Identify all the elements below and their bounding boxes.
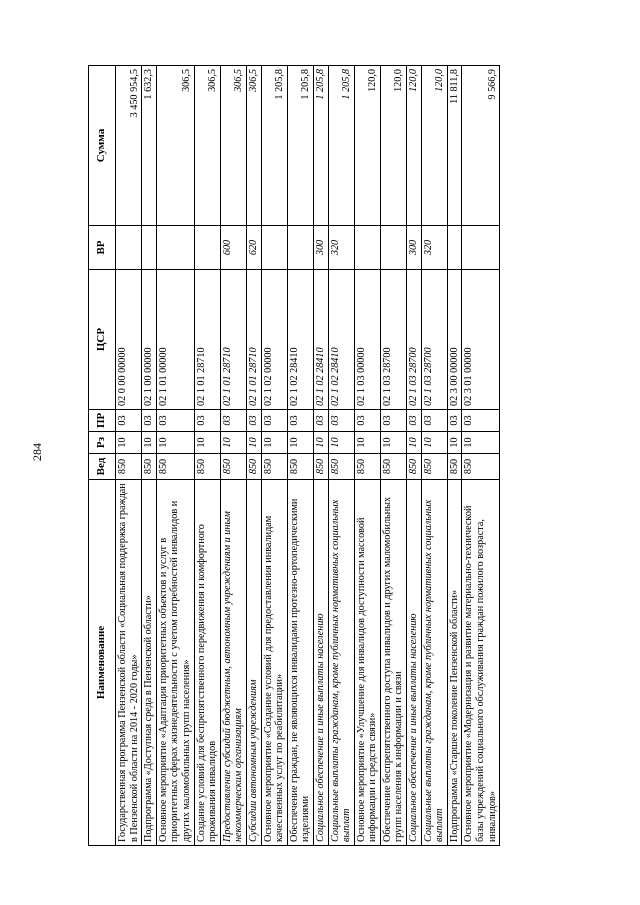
table-row (220, 66, 246, 846)
row-rz: 10 (287, 432, 313, 454)
row-pr: 03 (447, 410, 462, 432)
budget-table (88, 65, 500, 846)
row-name: Подпрограмма «Старшее поколение Пензенской области» (447, 480, 462, 846)
header-vr: ВР (89, 226, 116, 270)
row-vr: 620 (246, 226, 261, 270)
row-rz: 10 (194, 432, 220, 454)
row-ved: 850 (407, 454, 422, 480)
page-number: 284 (30, 443, 44, 461)
row-pr: 03 (354, 410, 380, 432)
row-ved: 850 (116, 454, 142, 480)
table-body (116, 66, 500, 846)
row-pr: 03 (156, 410, 194, 432)
row-ved: 850 (421, 454, 447, 480)
row-vr (156, 226, 194, 270)
row-sum: 9 566,9 (462, 66, 500, 226)
row-rz: 10 (354, 432, 380, 454)
row-name: Обеспечение граждан, не являющихся инвалидами протезно-ортопедическими изделиями (287, 480, 313, 846)
row-sum: 1 205,8 (313, 66, 328, 226)
row-vr: 300 (313, 226, 328, 270)
row-sum: 120,0 (380, 66, 406, 226)
row-vr (447, 226, 462, 270)
row-pr: 03 (116, 410, 142, 432)
table-row (142, 66, 157, 846)
row-vr: 320 (328, 226, 354, 270)
row-pr: 03 (421, 410, 447, 432)
table-row (116, 66, 142, 846)
row-sum: 1 632,3 (142, 66, 157, 226)
row-vr: 300 (407, 226, 422, 270)
row-rz: 10 (328, 432, 354, 454)
table-row (421, 66, 447, 846)
row-ved: 850 (261, 454, 287, 480)
row-ved: 850 (328, 454, 354, 480)
table-row (313, 66, 328, 846)
row-name: Государственная программа Пензенской области «Социальная поддержка граждан в Пензенской области на 2014 - 2020 годы» (116, 480, 142, 846)
row-vr (116, 226, 142, 270)
row-name: Предоставление субсидий бюджетным, автономным учреждениям и иным некоммерческим организациям (220, 480, 246, 846)
row-sum: 11 811,8 (447, 66, 462, 226)
row-vr (261, 226, 287, 270)
row-rz: 10 (220, 432, 246, 454)
row-rz: 10 (447, 432, 462, 454)
row-vr (194, 226, 220, 270)
row-pr: 03 (287, 410, 313, 432)
header-csr: ЦСР (89, 270, 116, 410)
row-ved: 850 (194, 454, 220, 480)
table-row (462, 66, 500, 846)
table-row (407, 66, 422, 846)
row-sum: 120,0 (354, 66, 380, 226)
row-sum: 120,0 (407, 66, 422, 226)
row-csr: 02 1 02 00000 (261, 270, 287, 410)
row-rz: 10 (421, 432, 447, 454)
row-csr: 02 1 02 28410 (287, 270, 313, 410)
row-csr: 02 1 03 28700 (380, 270, 406, 410)
row-csr: 02 3 01 00000 (462, 270, 500, 410)
row-rz: 10 (116, 432, 142, 454)
table-row (261, 66, 287, 846)
row-pr: 03 (328, 410, 354, 432)
row-rz: 10 (246, 432, 261, 454)
row-csr: 02 1 01 28710 (220, 270, 246, 410)
rotated-table-container (88, 66, 535, 846)
row-sum: 3 450 954,5 (116, 66, 142, 226)
row-ved: 850 (246, 454, 261, 480)
table-row (287, 66, 313, 846)
row-csr: 02 0 00 00000 (116, 270, 142, 410)
row-csr: 02 1 01 00000 (156, 270, 194, 410)
row-name: Основное мероприятие «Улучшение для инвалидов доступности массовой информации и средств связи» (354, 480, 380, 846)
row-ved: 850 (313, 454, 328, 480)
row-sum: 306,5 (220, 66, 246, 226)
row-rz: 10 (407, 432, 422, 454)
row-name: Основное мероприятие «Модернизация и развитие материально-технической базы учреждений социального обслуживания граждан пожилого возраста, инвалидов» (462, 480, 500, 846)
row-pr: 03 (194, 410, 220, 432)
header-rz: Рз (89, 432, 116, 454)
row-ved: 850 (220, 454, 246, 480)
table-row (156, 66, 194, 846)
row-vr (462, 226, 500, 270)
row-pr: 03 (380, 410, 406, 432)
row-csr: 02 1 01 28710 (194, 270, 220, 410)
row-pr: 03 (261, 410, 287, 432)
table-row (246, 66, 261, 846)
row-rz: 10 (142, 432, 157, 454)
table-row (328, 66, 354, 846)
row-ved: 850 (380, 454, 406, 480)
row-ved: 850 (462, 454, 500, 480)
header-ved: Вед (89, 454, 116, 480)
row-vr: 320 (421, 226, 447, 270)
row-pr: 03 (246, 410, 261, 432)
row-name: Социальные выплаты гражданам, кроме публичных нормативных социальных выплат (328, 480, 354, 846)
row-vr (380, 226, 406, 270)
row-pr: 03 (313, 410, 328, 432)
row-pr: 03 (220, 410, 246, 432)
row-name: Субсидии автономным учреждениям (246, 480, 261, 846)
row-sum: 120,0 (421, 66, 447, 226)
row-pr: 03 (407, 410, 422, 432)
row-name: Подпрограмма «Доступная среда в Пензенской области» (142, 480, 157, 846)
row-sum: 306,5 (156, 66, 194, 226)
row-ved: 850 (142, 454, 157, 480)
row-csr: 02 1 02 28410 (328, 270, 354, 410)
row-name: Основное мероприятие «Адаптация приоритетных объектов и услуг в приоритетных сферах жизнедеятельности с учетом потребностей инвалидов и других маломобильных групп населения» (156, 480, 194, 846)
row-ved: 850 (447, 454, 462, 480)
row-rz: 10 (313, 432, 328, 454)
table-row (194, 66, 220, 846)
row-vr (354, 226, 380, 270)
table-row (447, 66, 462, 846)
row-vr: 600 (220, 226, 246, 270)
row-csr: 02 1 03 28700 (421, 270, 447, 410)
row-sum: 1 205,8 (287, 66, 313, 226)
row-rz: 10 (261, 432, 287, 454)
row-csr: 02 1 03 28700 (407, 270, 422, 410)
table-row (354, 66, 380, 846)
row-name: Социальное обеспечение и иные выплаты населению (313, 480, 328, 846)
header-name: Наименование (89, 480, 116, 846)
row-rz: 10 (462, 432, 500, 454)
row-csr: 02 1 01 28710 (246, 270, 261, 410)
row-csr: 02 1 03 00000 (354, 270, 380, 410)
row-ved: 850 (287, 454, 313, 480)
row-csr: 02 3 00 00000 (447, 270, 462, 410)
row-name: Социальные выплаты гражданам, кроме публичных нормативных социальных выплат (421, 480, 447, 846)
row-name: Социальное обеспечение и иные выплаты населению (407, 480, 422, 846)
header-sum: Сумма (89, 66, 116, 226)
row-pr: 03 (142, 410, 157, 432)
header-pr: ПР (89, 410, 116, 432)
row-vr (287, 226, 313, 270)
row-sum: 306,5 (246, 66, 261, 226)
row-pr: 03 (462, 410, 500, 432)
row-csr: 02 1 00 00000 (142, 270, 157, 410)
row-ved: 850 (354, 454, 380, 480)
row-name: Основное мероприятие «Создание условий для предоставления инвалидам качественных услуг по реабилитации» (261, 480, 287, 846)
row-rz: 10 (380, 432, 406, 454)
row-vr (142, 226, 157, 270)
row-name: Обеспечение беспрепятственного доступа инвалидов и других маломобильных групп населения к информации и связи (380, 480, 406, 846)
table-header-row (89, 66, 116, 846)
row-rz: 10 (156, 432, 194, 454)
row-csr: 02 1 02 28410 (313, 270, 328, 410)
table-row (380, 66, 406, 846)
row-ved: 850 (156, 454, 194, 480)
row-sum: 306,5 (194, 66, 220, 226)
row-name: Создание условий для беспрепятственного передвижения и комфортного проживания инвалидов (194, 480, 220, 846)
row-sum: 1 205,8 (261, 66, 287, 226)
row-sum: 1 205,8 (328, 66, 354, 226)
